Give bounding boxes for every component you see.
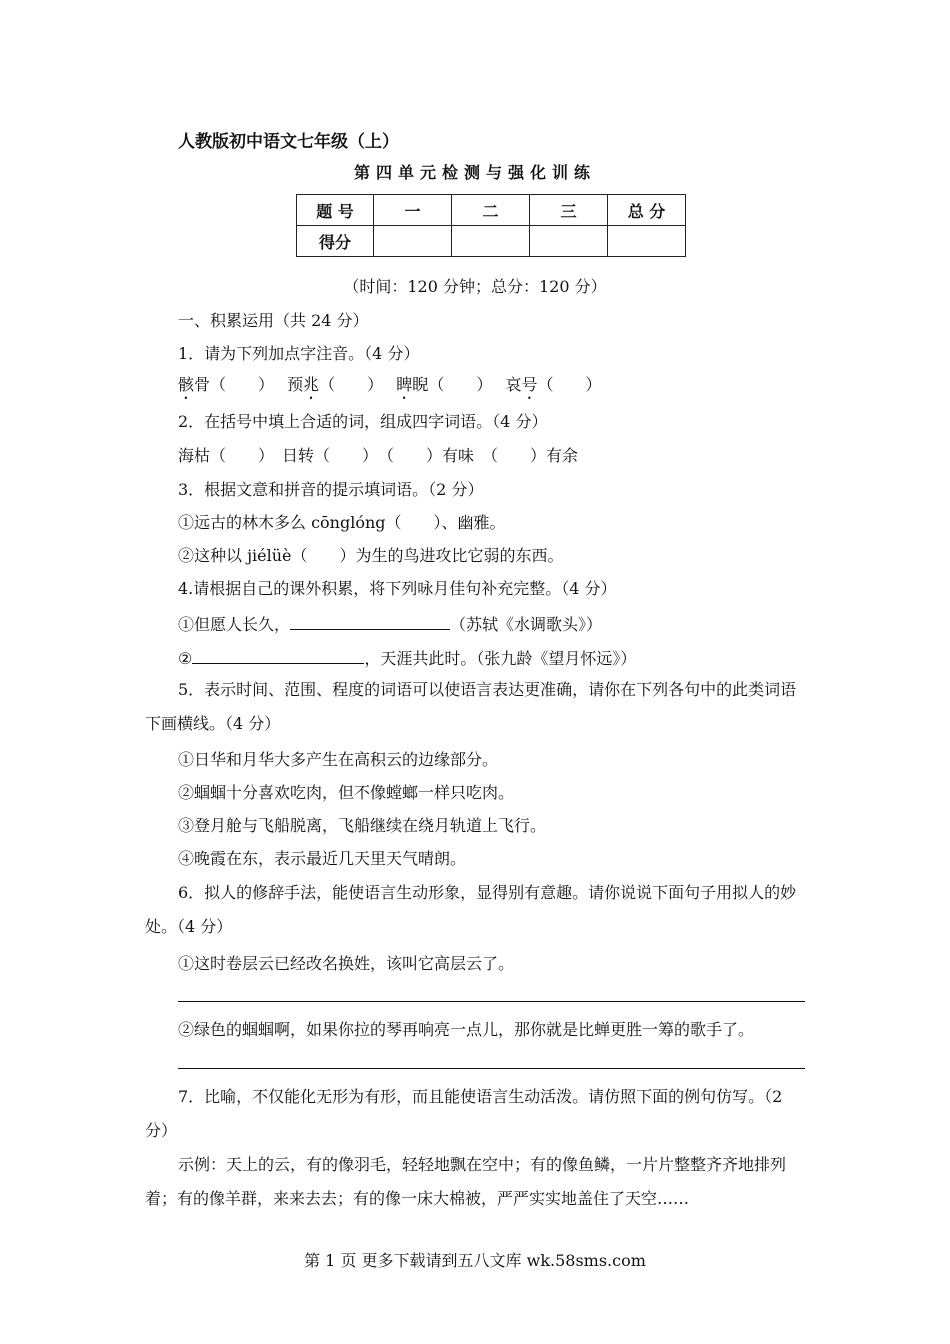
q5-item-4: ④晚霞在东，表示最近几天里天气晴朗。 (178, 849, 467, 868)
q1-item-2-pre: 预 (287, 375, 304, 394)
q6-item-a: ①这时卷层云已经改名换姓，该叫它高层云了。 (178, 954, 515, 973)
q1-stem: 1．请为下列加点字注音。（4 分） (178, 344, 420, 363)
q1-items (178, 375, 601, 403)
answer-blank[interactable] (290, 612, 450, 630)
score-cell-total: 总 分 (608, 195, 686, 226)
q4-b-post: ，天涯共此时。（张九龄《望月怀远》） (364, 649, 637, 668)
q2-line: 海枯（ ） 日转（ ） （ ）有味 （ ）有余 (178, 446, 579, 465)
q1-item-4 (505, 375, 601, 394)
q4-item-b (178, 646, 636, 669)
q5-item-3: ③登月舱与飞船脱离，飞船继续在绕月轨道上飞行。 (178, 816, 547, 835)
answer-paren[interactable]: （ ） (537, 375, 602, 394)
time-note: （时间：120 分钟；总分：120 分） (343, 277, 607, 296)
dotted-char: 骸 (178, 375, 195, 394)
answer-line[interactable] (178, 1001, 805, 1002)
q3-item-a: ①远古的林木多么 cōnglóng（ ）、幽雅。 (178, 513, 506, 532)
score-cell-label: 题 号 (297, 195, 374, 226)
q4-a-post: （苏轼《水调歌头》） (450, 615, 603, 634)
score-table (296, 194, 686, 257)
dotted-char: 睥 (396, 375, 413, 394)
document-header: 人教版初中语文七年级（上） (178, 132, 399, 152)
answer-paren[interactable]: （ ） (210, 375, 267, 394)
q3-stem: 3．根据文意和拼音的提示填词语。（2 分） (178, 480, 484, 499)
score-input-1[interactable] (374, 226, 452, 257)
score-input-total[interactable] (608, 226, 686, 257)
score-table-header-row (297, 195, 686, 226)
score-cell-3: 三 (530, 195, 608, 226)
score-cell-1: 一 (374, 195, 452, 226)
dotted-char: 兆 (303, 375, 320, 394)
q4-stem: 4.请根据自己的课外积累，将下列咏月佳句补充完整。（4 分） (178, 579, 617, 598)
score-input-2[interactable] (452, 226, 530, 257)
q3-item-b: ②这种以 jiélüè（ ）为生的鸟进攻比它弱的东西。 (178, 546, 564, 565)
answer-line[interactable] (178, 1068, 805, 1069)
q1-item-2 (287, 375, 375, 394)
score-cell-2: 二 (452, 195, 530, 226)
q1-item-3-rest: 睨 (412, 375, 429, 394)
answer-paren[interactable]: （ ） (428, 375, 485, 394)
q7-example: 示例：天上的云，有的像羽毛，轻轻地飘在空中；有的像鱼鳞，一片片整整齐齐地排列着；有的像羊群，来来去去；有的像一床大棉被，严严实实地盖住了天空…… (145, 1155, 787, 1208)
q5-item-1: ①日华和月华大多产生在高积云的边缘部分。 (178, 750, 499, 769)
page-footer: 第 1 页 更多下载请到五八文库 wk.58sms.com (304, 1251, 646, 1270)
document-title: 第四单元检测与强化训练 (353, 163, 596, 182)
q6-item-b: ②绿色的蝈蝈啊，如果你拉的琴再响亮一点儿，那你就是比蝉更胜一筹的歌手了。 (178, 1020, 755, 1039)
q4-a-pre: ①但愿人长久， (178, 615, 291, 634)
score-table-score-row (297, 226, 686, 257)
q1-item-3 (396, 375, 484, 394)
q1-item-1-rest: 骨 (194, 375, 211, 394)
q1-item-1 (178, 375, 266, 394)
q5-item-2: ②蝈蝈十分喜欢吃肉，但不像螳螂一样只吃肉。 (178, 783, 515, 802)
q2-stem: 2．在括号中填上合适的词，组成四字词语。（4 分） (178, 412, 548, 431)
q4-b-pre: ② (178, 649, 193, 668)
q4-item-a (178, 612, 602, 635)
score-input-3[interactable] (530, 226, 608, 257)
answer-paren[interactable]: （ ） (319, 375, 376, 394)
q7-stem: 7．比喻，不仅能化无形为有形，而且能使语言生动活泼。请仿照下面的例句仿写。（2 分） (145, 1087, 783, 1140)
q6-stem: 6．拟人的修辞手法，能使语言生动形象，显得别有意趣。请你说说下面句子用拟人的妙处。（4 分） (145, 883, 797, 936)
dotted-char: 号 (521, 375, 538, 394)
q1-item-4-pre: 哀 (505, 375, 522, 394)
section-1-heading: 一、积累运用（共 24 分） (178, 311, 369, 330)
answer-blank[interactable] (192, 646, 364, 664)
q5-stem: 5．表示时间、范围、程度的词语可以使语言表达更准确，请你在下列各句中的此类词语下画横线。（4 分） (145, 680, 797, 733)
score-row-label: 得分 (297, 226, 374, 257)
